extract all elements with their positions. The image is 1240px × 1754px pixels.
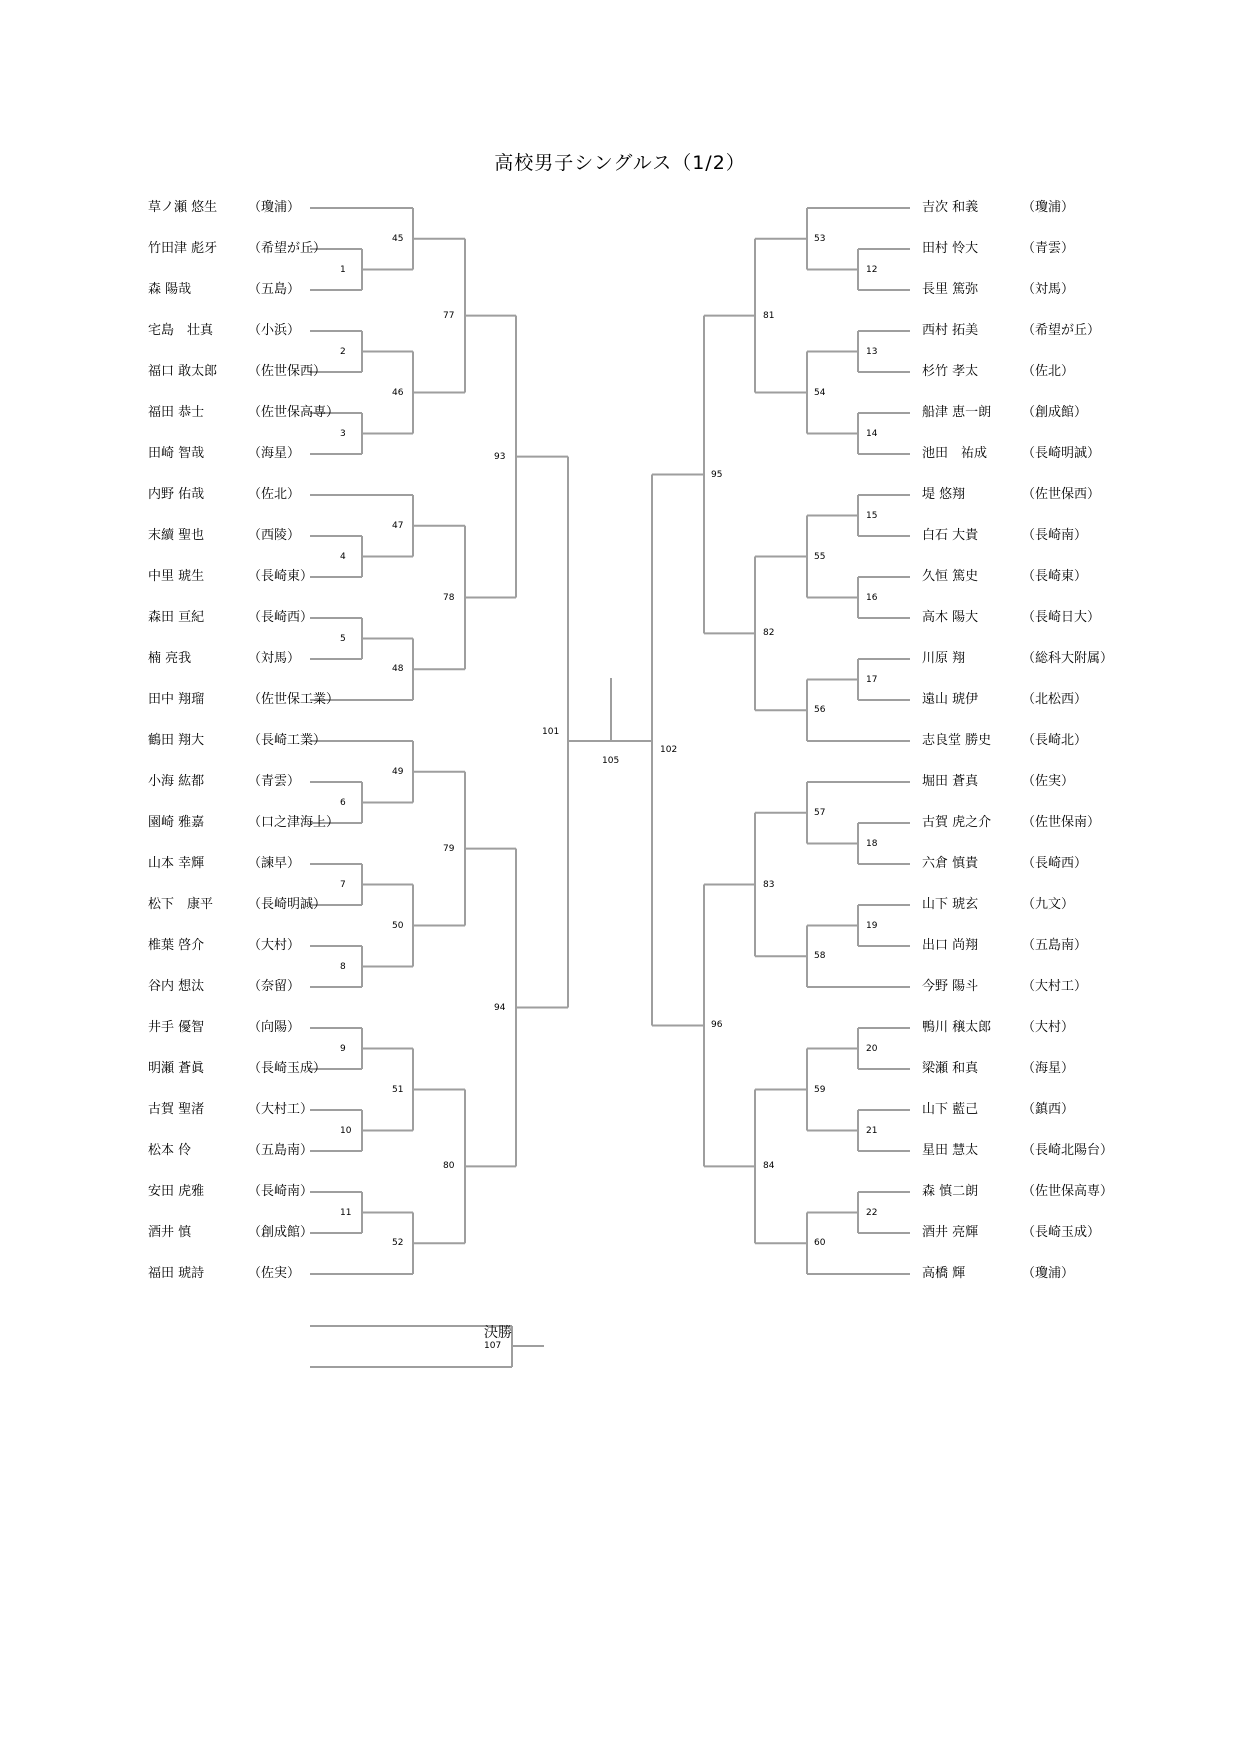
player-name: 船津 恵一朗 [922, 405, 992, 420]
player-school: （瓊浦） [1022, 200, 1075, 215]
player-school: （長崎南） [248, 1184, 314, 1199]
player-name: 山下 琥玄 [922, 897, 979, 912]
player-name: 高橋 輝 [922, 1266, 966, 1281]
match-number: 58 [814, 951, 826, 962]
match-number: 9 [340, 1043, 346, 1054]
player-name: 田中 翔瑠 [148, 692, 205, 707]
match-number: 59 [814, 1084, 826, 1095]
player-school: （五島） [248, 282, 301, 297]
player-school: （佐実） [1022, 774, 1075, 789]
player-name: 吉次 和義 [922, 200, 979, 215]
player-name: 川原 翔 [922, 651, 966, 666]
match-number: 78 [443, 592, 455, 603]
match-number: 96 [711, 1020, 723, 1031]
player-name: 田村 怜大 [922, 241, 979, 256]
match-number: 50 [392, 920, 404, 931]
player-name: 堀田 蒼真 [922, 774, 979, 789]
match-number: 19 [866, 920, 878, 931]
player-school: （大村） [1022, 1020, 1075, 1035]
player-name: 松本 伶 [148, 1143, 192, 1158]
match-number: 5 [340, 633, 346, 644]
match-number: 82 [763, 628, 775, 639]
player-name: 西村 拓美 [922, 323, 979, 338]
match-number: 60 [814, 1238, 826, 1249]
player-school: （長崎東） [248, 569, 314, 584]
match-number: 1 [340, 264, 346, 275]
match-number: 20 [866, 1043, 878, 1054]
match-number: 8 [340, 961, 346, 972]
match-number: 51 [392, 1084, 404, 1095]
player-name: 森 陽哉 [148, 282, 192, 297]
match-number: 95 [711, 469, 723, 480]
player-name: 安田 虎雅 [148, 1184, 205, 1199]
player-school: （佐世保西） [1022, 487, 1101, 502]
player-name: 池田 祐成 [922, 446, 988, 461]
player-school: （対馬） [248, 651, 301, 666]
player-school: （大村工） [1022, 979, 1088, 994]
player-school: （対馬） [1022, 282, 1075, 297]
match-number: 83 [763, 879, 775, 890]
match-number: 46 [392, 387, 404, 398]
player-school: （長崎西） [1022, 856, 1088, 871]
player-school: （瓊浦） [1022, 1266, 1075, 1281]
player-name: 小海 紘都 [148, 774, 205, 789]
match-number: 18 [866, 838, 878, 849]
player-school: （五島南） [248, 1143, 314, 1158]
player-name: 古賀 聖渚 [148, 1102, 205, 1117]
player-school: （大村工） [248, 1102, 314, 1117]
player-school: （佐世保高専） [248, 405, 340, 420]
player-school: （奈留） [248, 979, 301, 994]
player-name: 福田 恭士 [148, 405, 205, 420]
player-school: （佐北） [1022, 364, 1075, 379]
player-name: 酒井 慎 [148, 1225, 192, 1240]
player-school: （北松西） [1022, 692, 1088, 707]
match-number: 21 [866, 1125, 878, 1136]
player-school: （希望が丘） [1022, 323, 1101, 338]
player-name: 中里 琥生 [148, 569, 205, 584]
match-number: 102 [660, 744, 678, 755]
player-name: 堤 悠翔 [922, 487, 966, 502]
player-name: 内野 佑哉 [148, 487, 205, 502]
player-school: （長崎明誠） [248, 897, 327, 912]
player-name: 森田 亘紀 [148, 610, 205, 625]
match-number: 84 [763, 1161, 775, 1172]
match-number: 2 [340, 346, 346, 357]
player-school: （長崎工業） [248, 733, 327, 748]
player-school: （長崎南） [1022, 528, 1088, 543]
player-name: 草ノ瀬 悠生 [148, 200, 218, 215]
player-name: 山下 藍己 [922, 1102, 979, 1117]
match-number: 56 [814, 705, 826, 716]
player-name: 山本 幸輝 [148, 856, 205, 871]
match-number: 17 [866, 674, 878, 685]
player-name: 竹田津 彪牙 [148, 241, 218, 256]
player-name: 井手 優智 [148, 1020, 205, 1035]
player-school: （海星） [248, 446, 301, 461]
player-school: （九文） [1022, 897, 1075, 912]
player-name: 遠山 琥伊 [922, 692, 979, 707]
player-name: 古賀 虎之介 [922, 815, 992, 830]
player-school: （長崎玉成） [1022, 1225, 1101, 1240]
player-school: （佐世保西） [248, 364, 327, 379]
match-number: 77 [443, 310, 455, 321]
match-number: 81 [763, 310, 775, 321]
player-name: 久恒 篤史 [922, 569, 979, 584]
player-school: （西陵） [248, 528, 301, 543]
match-number: 54 [814, 387, 826, 398]
player-name: 志良堂 勝史 [922, 733, 992, 748]
match-number: 7 [340, 879, 346, 890]
player-name: 福口 敢太郎 [148, 364, 218, 379]
player-school: （長崎玉成） [248, 1061, 327, 1076]
match-number: 6 [340, 797, 346, 808]
player-school: （佐実） [248, 1266, 301, 1281]
match-number: 105 [602, 756, 620, 766]
match-number: 11 [340, 1207, 352, 1218]
player-name: 長里 篤弥 [922, 282, 979, 297]
player-school: （長崎東） [1022, 569, 1088, 584]
match-number: 49 [392, 766, 404, 777]
match-number: 53 [814, 233, 826, 244]
match-number: 10 [340, 1125, 352, 1136]
player-school: （口之津海上） [248, 815, 340, 830]
match-number: 79 [443, 843, 455, 854]
player-name: 楠 亮我 [148, 651, 192, 666]
match-number: 22 [866, 1207, 878, 1218]
player-name: 杉竹 孝太 [922, 364, 979, 379]
player-name: 松下 康平 [148, 897, 214, 912]
player-name: 宅島 壮真 [148, 323, 214, 338]
player-school: （海星） [1022, 1061, 1075, 1076]
player-school: （五島南） [1022, 938, 1088, 953]
final-label: 決勝 [484, 1325, 512, 1341]
player-school: （佐北） [248, 487, 301, 502]
player-name: 六倉 慎貴 [922, 856, 979, 871]
player-name: 星田 慧太 [922, 1143, 979, 1158]
player-school: （小浜） [248, 323, 301, 338]
player-school: （諫早） [248, 856, 301, 871]
player-school: （希望が丘） [248, 241, 327, 256]
player-school: （向陽） [248, 1020, 301, 1035]
match-number: 45 [392, 233, 404, 244]
player-name: 今野 陽斗 [922, 979, 979, 994]
player-name: 末續 聖也 [148, 528, 205, 543]
page-title: 高校男子シングルス（1/2） [494, 152, 746, 174]
match-number: 14 [866, 428, 878, 439]
player-name: 福田 琥詩 [148, 1266, 205, 1281]
player-school: （佐世保工業） [248, 692, 340, 707]
player-school: （大村） [248, 938, 301, 953]
player-school: （長崎明誠） [1022, 446, 1101, 461]
match-number: 55 [814, 551, 826, 562]
match-number: 48 [392, 664, 404, 675]
player-name: 田崎 智哉 [148, 446, 205, 461]
player-name: 白石 大貴 [922, 528, 979, 543]
player-school: （長崎日大） [1022, 610, 1101, 625]
match-number: 16 [866, 592, 878, 603]
player-name: 梁瀬 和真 [922, 1061, 979, 1076]
player-school: （青雲） [248, 774, 301, 789]
player-school: （総科大附属） [1022, 651, 1114, 666]
player-name: 森 慎二朗 [922, 1184, 979, 1199]
match-number: 107 [484, 1341, 502, 1351]
player-school: （長崎西） [248, 610, 314, 625]
match-number: 57 [814, 807, 826, 818]
player-school: （瓊浦） [248, 200, 301, 215]
player-school: （創成館） [1022, 405, 1088, 420]
player-school: （青雲） [1022, 241, 1075, 256]
player-name: 酒井 亮輝 [922, 1225, 979, 1240]
match-number: 15 [866, 510, 878, 521]
player-school: （長崎北） [1022, 733, 1088, 748]
match-number: 93 [494, 451, 506, 462]
player-school: （創成館） [248, 1225, 314, 1240]
player-school: （長崎北陽台） [1022, 1143, 1114, 1158]
match-number: 47 [392, 520, 404, 531]
match-number: 52 [392, 1238, 404, 1249]
player-name: 出口 尚翔 [922, 938, 979, 953]
match-number: 3 [340, 428, 346, 439]
player-name: 鶴田 翔大 [148, 733, 205, 748]
player-name: 園崎 雅嘉 [148, 815, 205, 830]
player-school: （鎮西） [1022, 1102, 1075, 1117]
player-name: 明瀬 蒼眞 [148, 1061, 205, 1076]
player-name: 鴨川 穣太郎 [922, 1020, 992, 1035]
match-number: 13 [866, 346, 878, 357]
player-name: 高木 陽大 [922, 610, 979, 625]
match-number: 101 [542, 727, 560, 738]
player-school: （佐世保高専） [1022, 1184, 1114, 1199]
player-school: （佐世保南） [1022, 815, 1101, 830]
match-number: 94 [494, 1002, 506, 1013]
match-number: 12 [866, 264, 878, 275]
match-number: 80 [443, 1161, 455, 1172]
player-name: 椎葉 啓介 [148, 938, 205, 953]
match-number: 4 [340, 551, 346, 562]
player-name: 谷内 想汰 [148, 979, 205, 994]
